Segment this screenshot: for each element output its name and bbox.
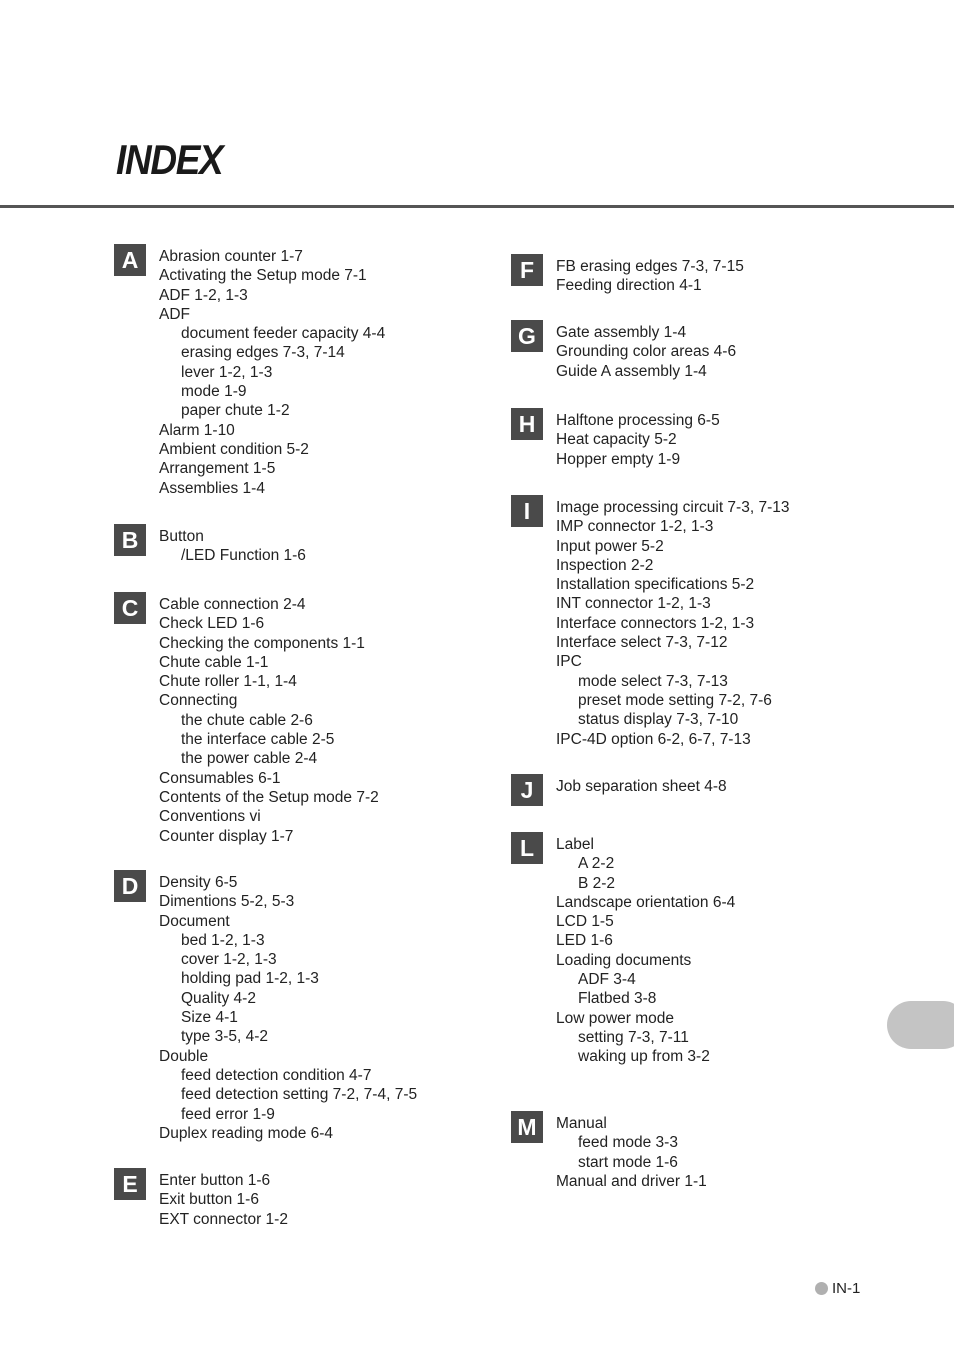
index-subentry: /LED Function 1-6 (181, 547, 306, 565)
index-entry-list (159, 595, 379, 846)
index-entry: Enter button 1-6 (159, 1172, 271, 1189)
index-entry: Label (556, 836, 594, 853)
index-entry: Image processing circuit 7-3, 7-13 (556, 499, 790, 516)
index-subentry: the power cable 2-4 (181, 750, 318, 768)
index-entry-list (159, 527, 306, 566)
index-subentry: lever 1-2, 1-3 (181, 363, 273, 381)
section-letter-badge: D (114, 870, 146, 902)
section-letter-badge: E (114, 1168, 146, 1200)
index-subentry: type 3-5, 4-2 (181, 1028, 269, 1046)
index-entry: LCD 1-5 (556, 913, 614, 931)
page-number-label: IN-1 (832, 1280, 861, 1297)
index-subentry: Quality 4-2 (181, 989, 256, 1007)
index-subentry: mode select 7-3, 7-13 (578, 672, 728, 690)
index-entry: Contents of the Setup mode 7-2 (159, 788, 379, 806)
index-entry: Loading documents (556, 951, 692, 969)
index-subentry: preset mode setting 7-2, 7-6 (578, 691, 772, 709)
index-entry: Heat capacity 5-2 (556, 431, 677, 449)
section-letter-badge: H (511, 408, 543, 440)
index-entry: Check LED 1-6 (159, 615, 265, 633)
section-letter-badge: I (511, 495, 543, 527)
index-subentry: ADF 3-4 (578, 971, 636, 989)
index-subentry: feed detection setting 7-2, 7-4, 7-5 (181, 1086, 418, 1104)
section-letter-badge: A (114, 244, 146, 276)
index-entry: Density 6-5 (159, 874, 238, 891)
index-entry: Gate assembly 1-4 (556, 324, 687, 341)
page-title: INDEX (116, 136, 223, 183)
section-letter-badge: B (114, 524, 146, 556)
index-entry: Chute roller 1-1, 1-4 (159, 673, 297, 691)
section-letter-badge: G (511, 320, 543, 352)
index-entry: Ambient condition 5-2 (159, 440, 309, 458)
index-entry: Interface connectors 1-2, 1-3 (556, 614, 755, 632)
index-entry: Cable connection 2-4 (159, 596, 306, 613)
section-letter-badge: L (511, 832, 543, 864)
index-entry: IPC (556, 653, 582, 671)
index-entry: Activating the Setup mode 7-1 (159, 267, 367, 285)
index-entry: Conventions vi (159, 808, 261, 826)
index-entry: ADF 1-2, 1-3 (159, 286, 248, 304)
index-entry: Assemblies 1-4 (159, 479, 265, 497)
page-number-dot-icon (815, 1282, 828, 1295)
index-entry: Interface select 7-3, 7-12 (556, 634, 728, 652)
section-letter-badge: J (511, 774, 543, 806)
index-subentry: holding pad 1-2, 1-3 (181, 970, 319, 988)
index-entry: Document (159, 912, 230, 930)
index-entry-list (556, 498, 789, 749)
section-letter-badge: M (511, 1111, 543, 1143)
index-entry: LED 1-6 (556, 932, 613, 950)
index-entry: Consumables 6-1 (159, 769, 281, 787)
index-subentry: mode 1-9 (181, 383, 247, 401)
index-entry-list (556, 1114, 707, 1191)
index-entry: Halftone processing 6-5 (556, 412, 720, 429)
index-entry: IPC-4D option 6-2, 6-7, 7-13 (556, 730, 751, 748)
index-entry: Feeding direction 4-1 (556, 277, 702, 295)
index-subentry: the chute cable 2-6 (181, 711, 313, 729)
index-subentry: status display 7-3, 7-10 (578, 711, 739, 729)
index-entry: Chute cable 1-1 (159, 653, 269, 671)
index-subentry: B 2-2 (578, 874, 616, 892)
index-entry: ADF (159, 305, 190, 323)
index-entry: Installation specifications 5-2 (556, 576, 755, 594)
index-subentry: feed error 1-9 (181, 1105, 275, 1123)
index-subentry: setting 7-3, 7-11 (578, 1028, 689, 1046)
index-entry: Exit button 1-6 (159, 1191, 259, 1209)
index-entry-list (556, 323, 736, 381)
index-entry-list (159, 247, 385, 498)
index-entry: Duplex reading mode 6-4 (159, 1124, 334, 1142)
index-entry: FB erasing edges 7-3, 7-15 (556, 258, 744, 275)
index-entry-list (556, 257, 744, 296)
chapter-thumb-tab (887, 1001, 954, 1049)
index-entry: Guide A assembly 1-4 (556, 362, 707, 380)
index-subentry: bed 1-2, 1-3 (181, 931, 265, 949)
index-subentry: feed mode 3-3 (578, 1134, 678, 1152)
index-entry: Landscape orientation 6-4 (556, 893, 736, 911)
index-subentry: feed detection condition 4-7 (181, 1066, 372, 1084)
index-subentry: Size 4-1 (181, 1009, 238, 1027)
index-entry: IMP connector 1-2, 1-3 (556, 518, 714, 536)
index-entry: Low power mode (556, 1009, 675, 1027)
index-entry: Manual (556, 1115, 607, 1132)
index-subentry: paper chute 1-2 (181, 402, 290, 420)
index-entry-list (159, 1171, 288, 1229)
index-entry: Connecting (159, 692, 238, 710)
index-subentry: document feeder capacity 4-4 (181, 325, 386, 343)
index-entry: Abrasion counter 1-7 (159, 248, 303, 265)
index-entry: Input power 5-2 (556, 537, 664, 555)
index-entry: Job separation sheet 4-8 (556, 778, 727, 795)
index-entry: Grounding color areas 4-6 (556, 343, 737, 361)
index-entry: INT connector 1-2, 1-3 (556, 595, 711, 613)
index-entry: Double (159, 1047, 209, 1065)
index-entry: Arrangement 1-5 (159, 460, 276, 478)
index-entry: Checking the components 1-1 (159, 634, 365, 652)
section-letter-badge: F (511, 254, 543, 286)
section-letter-badge: C (114, 592, 146, 624)
index-subentry: Flatbed 3-8 (578, 990, 657, 1008)
index-entry-list (556, 411, 720, 469)
index-entry: Button (159, 528, 204, 545)
index-entry: Inspection 2-2 (556, 556, 654, 574)
index-subentry: cover 1-2, 1-3 (181, 951, 277, 969)
index-subentry: the interface cable 2-5 (181, 731, 335, 749)
index-entry: Counter display 1-7 (159, 827, 294, 845)
index-entry: Manual and driver 1-1 (556, 1172, 707, 1190)
title-divider (0, 205, 954, 208)
index-entry: Alarm 1-10 (159, 421, 235, 439)
index-entry-list (159, 873, 417, 1143)
index-subentry: start mode 1-6 (578, 1153, 678, 1171)
index-entry-list (556, 835, 735, 1067)
index-entry: Dimentions 5-2, 5-3 (159, 893, 295, 911)
index-subentry: A 2-2 (578, 855, 615, 873)
index-entry: Hopper empty 1-9 (556, 450, 681, 468)
index-entry: EXT connector 1-2 (159, 1210, 288, 1228)
index-subentry: erasing edges 7-3, 7-14 (181, 344, 345, 362)
page-number (815, 1280, 860, 1297)
index-entry-list (556, 777, 727, 796)
index-subentry: waking up from 3-2 (578, 1048, 710, 1066)
